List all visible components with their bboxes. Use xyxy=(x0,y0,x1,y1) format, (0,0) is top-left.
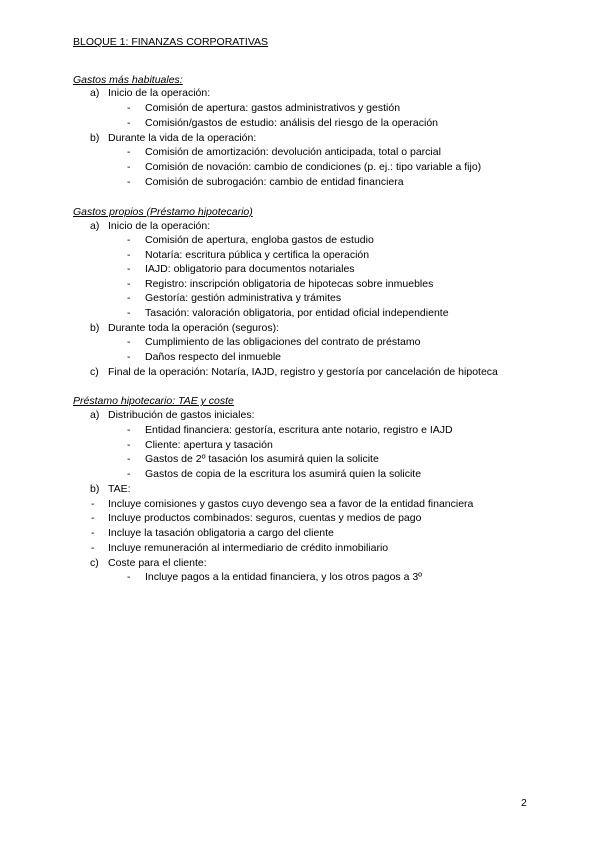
list-item-text: Gastos de copia de la escritura los asumirá quien la solicite xyxy=(145,468,422,480)
list-marker: - xyxy=(91,527,95,539)
list-marker: - xyxy=(127,439,131,451)
list-item-text: Comisión de subrogación: cambio de entidad financiera xyxy=(145,176,404,188)
list-item-text: Final de la operación: Notaría, IAJD, registro y gestoría por cancelación de hipoteca xyxy=(108,366,498,378)
list-marker: - xyxy=(127,161,131,173)
list-item-text: Registro: inscripción obligatoria de hipotecas sobre inmuebles xyxy=(145,278,434,290)
list-marker: - xyxy=(91,498,95,510)
list-item-text: Coste para el cliente: xyxy=(108,557,207,569)
list-item-text: Cumplimiento de las obligaciones del contrato de préstamo xyxy=(145,336,421,348)
list-item-text: Gestoría: gestión administrativa y trámites xyxy=(145,292,342,304)
list-marker: b) xyxy=(90,322,100,334)
section-title: Préstamo hipotecario: TAE y coste xyxy=(73,395,234,407)
list-item-text: Comisión de novación: cambio de condiciones (p. ej.: tipo variable a fijo) xyxy=(145,161,482,173)
list-item-text: Comisión/gastos de estudio: análisis del riesgo de la operación xyxy=(145,117,439,129)
section-title: Gastos propios (Préstamo hipotecario) xyxy=(73,206,253,218)
list-item-text: Incluye pagos a la entidad financiera, y los otros pagos a 3º xyxy=(145,571,423,583)
list-marker: - xyxy=(127,176,131,188)
list-marker: - xyxy=(127,278,131,290)
list-item-text: Cliente: apertura y tasación xyxy=(145,439,273,451)
list-item-text: Gastos de 2º tasación los asumirá quien la solicite xyxy=(145,453,379,465)
page-title: BLOQUE 1: FINANZAS CORPORATIVAS xyxy=(73,36,269,48)
list-item-text: Durante la vida de la operación: xyxy=(108,132,257,144)
list-marker: - xyxy=(127,336,131,348)
list-item-text: Daños respecto del inmueble xyxy=(145,351,281,363)
list-item-text: Notaría: escritura pública y certifica la operación xyxy=(145,249,370,261)
list-item-text: Tasación: valoración obligatoria, por entidad oficial independiente xyxy=(145,307,449,319)
list-marker: - xyxy=(127,249,131,261)
list-marker: - xyxy=(127,146,131,158)
list-item-text: Durante toda la operación (seguros): xyxy=(108,322,280,334)
list-marker: a) xyxy=(90,220,100,232)
list-marker: - xyxy=(127,234,131,246)
list-marker: - xyxy=(127,102,131,114)
list-marker: - xyxy=(91,512,95,524)
list-item-text: Incluye la tasación obligatoria a cargo del cliente xyxy=(108,527,334,539)
list-item-text: IAJD: obligatorio para documentos notariales xyxy=(145,263,355,275)
list-marker: - xyxy=(127,307,131,319)
list-item-text: Comisión de apertura: gastos administrativos y gestión xyxy=(145,102,401,114)
list-item-text: TAE: xyxy=(108,483,131,495)
list-marker: - xyxy=(127,453,131,465)
list-marker: - xyxy=(127,263,131,275)
list-item-text: Inicio de la operación: xyxy=(108,87,211,99)
list-item-text: Inicio de la operación: xyxy=(108,220,211,232)
list-marker: - xyxy=(127,292,131,304)
list-marker: b) xyxy=(90,483,100,495)
list-item-text: Entidad financiera: gestoría, escritura ante notario, registro e IAJD xyxy=(145,424,453,436)
list-item-text: Comisión de amortización: devolución anticipada, total o parcial xyxy=(145,146,441,158)
list-item-text: Incluye comisiones y gastos cuyo devengo sea a favor de la entidad financiera xyxy=(108,498,474,510)
list-marker: c) xyxy=(90,557,99,569)
list-marker: - xyxy=(127,468,131,480)
list-marker: a) xyxy=(90,87,100,99)
list-item-text: Comisión de apertura, engloba gastos de estudio xyxy=(145,234,374,246)
list-marker: b) xyxy=(90,132,100,144)
list-item-text: Distribución de gastos iniciales: xyxy=(108,409,255,421)
page-number: 2 xyxy=(521,797,527,809)
list-marker: - xyxy=(127,424,131,436)
list-marker: a) xyxy=(90,409,100,421)
section-title: Gastos más habituales: xyxy=(73,74,183,86)
list-marker: - xyxy=(127,117,131,129)
list-marker: - xyxy=(91,542,95,554)
list-marker: c) xyxy=(90,366,99,378)
list-marker: - xyxy=(127,351,131,363)
list-item-text: Incluye remuneración al intermediario de crédito inmobiliario xyxy=(108,542,389,554)
list-item-text: Incluye productos combinados: seguros, cuentas y medios de pago xyxy=(108,512,422,524)
list-marker: - xyxy=(127,571,131,583)
